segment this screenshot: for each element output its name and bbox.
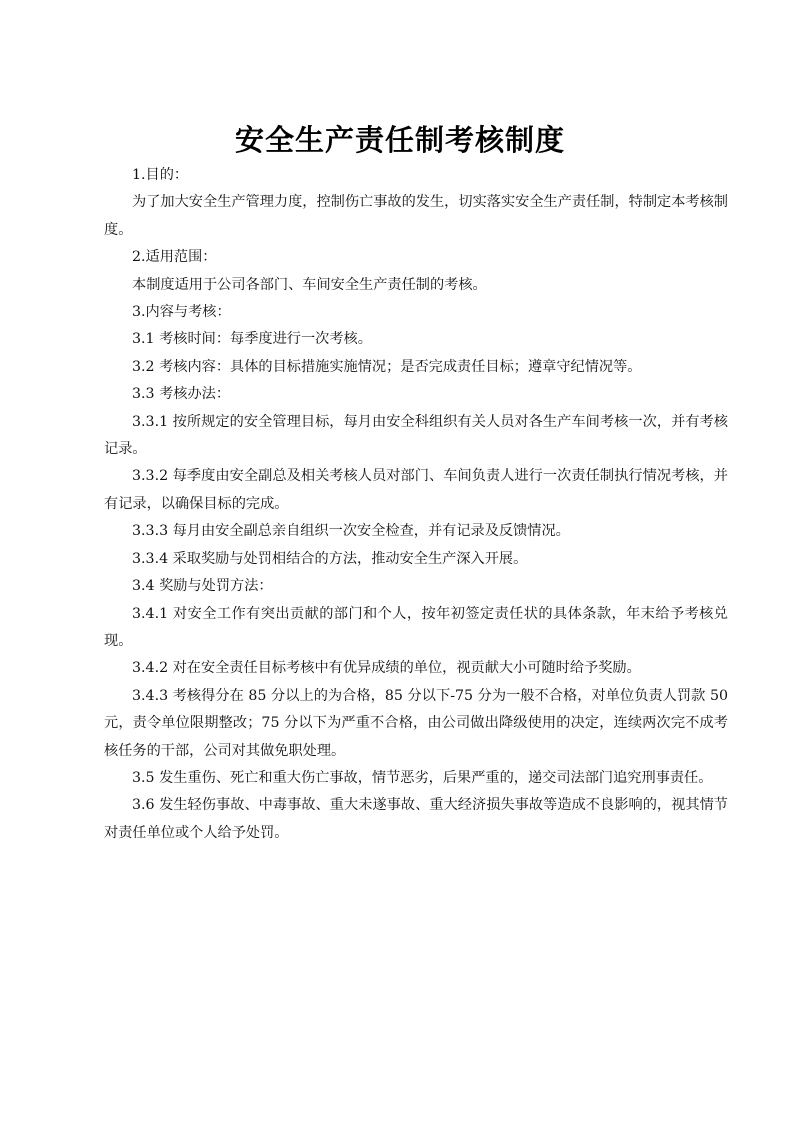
paragraph-3-2: 3.2 考核内容：具体的目标措施实施情况；是否完成责任目标；遵章守纪情况等。 [132, 358, 642, 375]
paragraph-3-4-1: 3.4.1 对安全工作有突出贡献的部门和个人，按年初签定责任状的具体条款，年末给予考核兑现。 [104, 605, 728, 649]
document-title: 安全生产责任制考核制度 [234, 123, 565, 157]
document-body [104, 162, 728, 847]
section-heading-scope: 2.适用范围： [132, 249, 217, 266]
paragraph-3-6: 3.6 发生轻伤事故、中毒事故、重大未遂事故、重大经济损失事故等造成不良影响的，视其情节对责任单位或个人给予处罚。 [104, 797, 728, 841]
paragraph-3-1: 3.1 考核时间：每季度进行一次考核。 [132, 331, 372, 348]
paragraph-3-3-1: 3.3.1 按所规定的安全管理目标，每月由安全科组织有关人员对各生产车间考核一次，并有考核记录。 [104, 413, 728, 458]
paragraph-3-5: 3.5 发生重伤、死亡和重大伤亡事故，情节恶劣，后果严重的，递交司法部门追究刑事责任。 [132, 769, 713, 786]
paragraph-3-3: 3.3 考核办法： [132, 386, 231, 403]
paragraph-3-3-4: 3.3.4 采取奖励与处罚相结合的方法，推动安全生产深入开展。 [132, 550, 528, 567]
paragraph-3-4-2: 3.4.2 对在安全责任目标考核中有优异成绩的单位，视贡献大小可随时给予奖励。 [132, 660, 641, 677]
paragraph-purpose: 为了加大安全生产管理力度，控制伤亡事故的发生，切实落实安全生产责任制，特制定本考核制度。 [104, 194, 728, 238]
paragraph-3-4-3: 3.4.3 考核得分在 85 分以上的为合格，85 分以下-75 分为一般不合格，对单位负责人罚款 50 元，责令单位限期整改；75 分以下为严重不合格，由公司做出降级使用的决定，连续两次完不成考核任务的干部，公司对其做免职处理。 [104, 687, 728, 759]
paragraph-scope: 本制度适用于公司各部门、车间安全生产责任制的考核。 [132, 276, 487, 293]
paragraph-3-3-2: 3.3.2 每季度由安全副总及相关考核人员对部门、车间负责人进行一次责任制执行情况考核，并有记录，以确保目标的完成。 [104, 468, 728, 512]
section-heading-content: 3.内容与考核： [132, 304, 231, 321]
paragraph-3-3-3: 3.3.3 每月由安全副总亲自组织一次安全检查，并有记录及反馈情况。 [132, 523, 570, 540]
section-heading-purpose: 1.目的： [132, 167, 189, 183]
paragraph-3-4: 3.4 奖励与处罚方法： [132, 578, 273, 595]
